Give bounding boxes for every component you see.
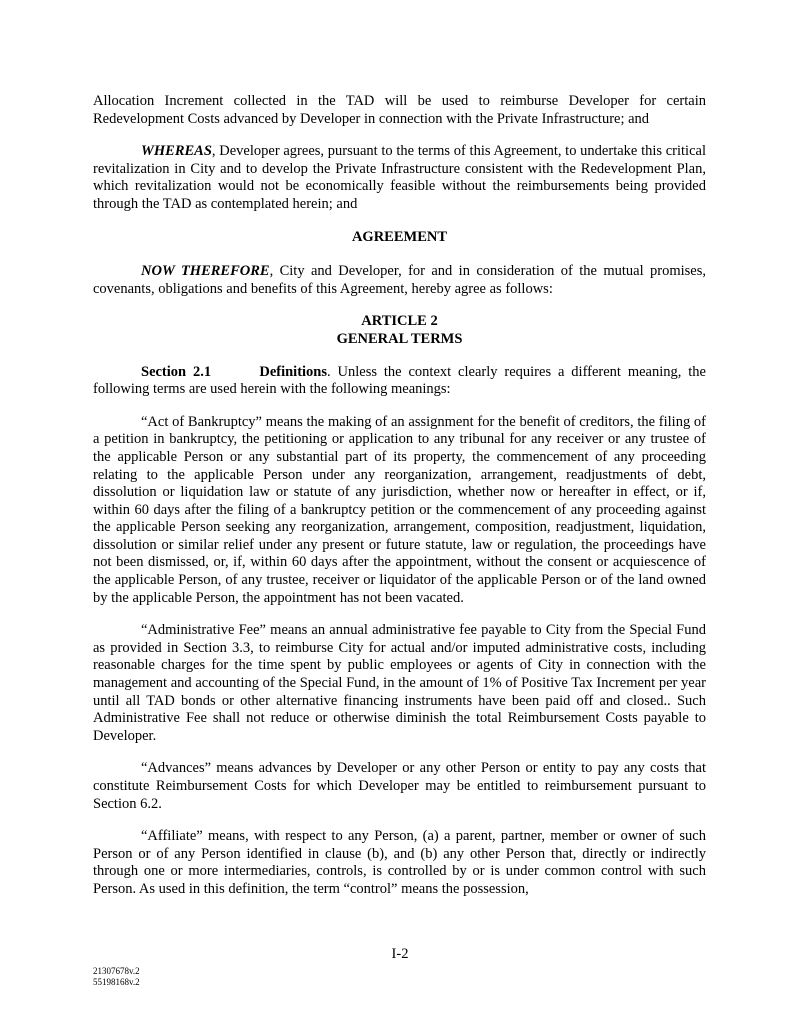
definition-affiliate: “Affiliate” means, with respect to any Person, (a) a parent, partner, member or owner of such Person or of any Person identified in clause (b), and (b) any other Person that, directly or indirectly through one or more intermediaries, controls, is controlled by or is under common control with such Person. As used in this definition, the term “control” means the possession, [93,828,706,897]
whereas-lead: WHEREAS [141,143,212,160]
article-number: ARTICLE 2 [361,313,438,330]
now-therefore-lead: NOW THEREFORE [141,263,270,280]
article-title: GENERAL TERMS [336,330,463,347]
document-body [93,93,706,914]
definition-advances: “Advances” means advances by Developer or any other Person or entity to pay any costs that constitute Reimbursement Costs for which Developer may be entitled to reimbursement pursuant to Section 6.2. [93,760,706,812]
section-text: . Unless the context clearly requires a different meaning, the following terms are used herein with the following meanings: [93,363,706,398]
now-therefore-paragraph [93,263,706,298]
definition-administrative-fee: “Administrative Fee” means an annual administrative fee payable to City from the Special Fund as provided in Section 3.3, to reimburse City for actual and/or imputed administrative costs, including reasonable charges for the time spent by public employees or agents of City in connection with the management and accounting of the Special Fund, in the amount of 1% of Positive Tax Increment per year until all TAD bonds or other alternative financing instruments have been paid off and closed.. Such Administrative Fee shall not reduce or otherwise diminish the total Reimbursement Costs payable to Developer. [93,622,706,744]
document-ids [93,966,140,988]
whereas-text: , Developer agrees, pursuant to the terms of this Agreement, to undertake this critical revitalization in City and to develop the Private Infrastructure consistent with the Redevelopment Plan, which revitalization would not be economically feasible without the reimbursements being provided through the TAD as contemplated herein; and [93,143,706,212]
definition-act-of-bankruptcy: “Act of Bankruptcy” means the making of an assignment for the benefit of creditors, the filing of a petition in bankruptcy, the petitioning or application to any tribunal for any receiver or any trustee of the applicable Person or any substantial part of its property, the commencement of any proceeding relating to the applicable Person under any reorganization, arrangement, readjustments of debt, dissolution or liquidation law or statute of any jurisdiction, whether now or hereafter in effect, or if, within 60 days after the filing of a bankruptcy petition or the commencement of any proceeding against the applicable Person seeking any reorganization, arrangement, composition, readjustment, liquidation, dissolution or similar relief under any present or future statute, law or regulation, the proceedings have not been dismissed, or, if, within 60 days after the appointment, without the consent or acquiescence of the applicable Person, of any trustee, receiver or liquidator of the applicable Person or of the land owned by the applicable Person, the appointment has not been vacated. [93,413,706,606]
doc-id: 55198168v.2 [93,977,140,987]
paragraph-continuation: Allocation Increment collected in the TAD will be used to reimburse Developer for certain Redevelopment Costs advanced by Developer in connection with the Private Infrastructure; and [93,93,706,127]
section-paragraph [93,364,706,399]
whereas-paragraph [93,143,706,213]
section-number: Section 2.1 [141,363,212,380]
article-heading [93,313,706,348]
page-number: I-2 [391,946,409,962]
now-therefore-text: , City and Developer, for and in consideration of the mutual promises, covenants, obligations and benefits of this Agreement, hereby agree as follows: [93,263,706,297]
doc-id: 21307678v.2 [93,966,140,976]
section-title: Definitions [259,363,328,380]
agreement-heading: AGREEMENT [351,228,448,245]
